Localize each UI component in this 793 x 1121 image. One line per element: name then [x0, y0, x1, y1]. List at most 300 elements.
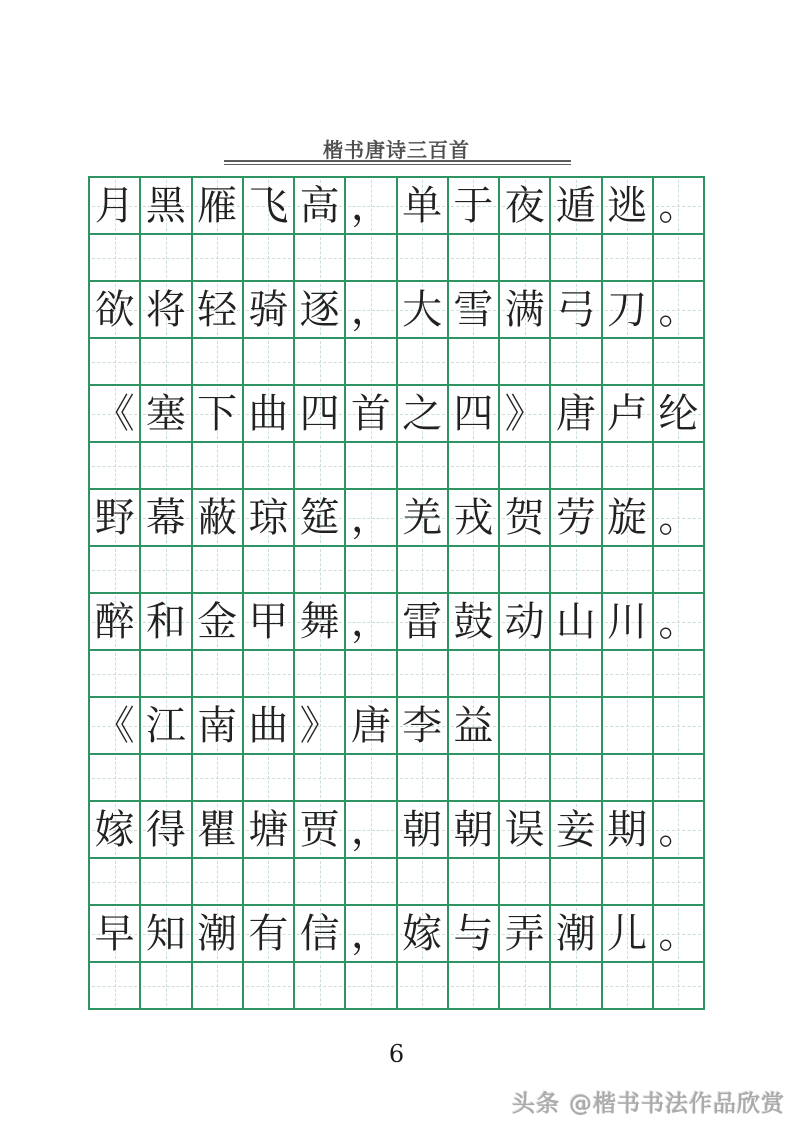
character-row [90, 178, 705, 235]
grid-cell [90, 490, 141, 547]
grid-cell [141, 906, 192, 963]
character-glyph: 知 [145, 910, 186, 957]
character-glyph: 弓 [555, 286, 596, 333]
grid-cell [244, 859, 295, 906]
grid-cell [654, 651, 705, 698]
character-glyph: 舞 [299, 598, 340, 645]
grid-cell [295, 859, 346, 906]
grid-cell [346, 859, 397, 906]
grid-cell [90, 859, 141, 906]
character-glyph: 益 [453, 702, 494, 749]
grid-cell [654, 802, 705, 859]
grid-cell [654, 698, 705, 755]
grid-cell [193, 443, 244, 490]
grid-cell [603, 963, 654, 1010]
grid-cell [449, 859, 500, 906]
grid-cell [551, 339, 602, 386]
character-glyph: 弄 [504, 910, 545, 957]
character-glyph: 。 [658, 806, 699, 853]
grid-cell [141, 235, 192, 282]
grid-cell [346, 802, 397, 859]
grid-cell [90, 547, 141, 594]
grid-cell [551, 802, 602, 859]
grid-cell [449, 755, 500, 802]
character-glyph: 劳 [555, 494, 596, 541]
grid-cell [141, 963, 192, 1010]
grid-cell [244, 906, 295, 963]
character-glyph: 南 [197, 702, 238, 749]
grid-cell [603, 386, 654, 443]
grid-cell [193, 547, 244, 594]
character-glyph: 于 [453, 182, 494, 229]
grid-cell [346, 651, 397, 698]
character-glyph: 期 [607, 806, 648, 853]
character-row [90, 490, 705, 547]
character-glyph: 夜 [504, 182, 545, 229]
character-glyph: 幕 [145, 494, 186, 541]
grid-cell [141, 490, 192, 547]
grid-cell [346, 698, 397, 755]
grid-cell [603, 547, 654, 594]
grid-cell [90, 235, 141, 282]
character-glyph: 唐 [555, 390, 596, 437]
grid-cell [654, 963, 705, 1010]
character-glyph: 野 [94, 494, 135, 541]
practice-row [90, 859, 705, 906]
grid-cell [295, 547, 346, 594]
practice-row [90, 235, 705, 282]
grid-cell [193, 651, 244, 698]
grid-cell [449, 802, 500, 859]
grid-cell [244, 178, 295, 235]
grid-cell [141, 443, 192, 490]
grid-cell [141, 178, 192, 235]
grid-cell [551, 755, 602, 802]
grid-cell [244, 386, 295, 443]
grid-cell [244, 339, 295, 386]
grid-cell [449, 698, 500, 755]
grid-cell [398, 178, 449, 235]
grid-cell [244, 802, 295, 859]
character-glyph: 金 [197, 598, 238, 645]
character-glyph: 雁 [197, 182, 238, 229]
character-glyph: 遁 [555, 182, 596, 229]
character-glyph: 妾 [555, 806, 596, 853]
grid-cell [603, 235, 654, 282]
grid-cell [244, 490, 295, 547]
grid-cell [398, 339, 449, 386]
grid-cell [500, 755, 551, 802]
character-glyph: 信 [299, 910, 340, 957]
grid-cell [398, 386, 449, 443]
character-glyph: 四 [453, 390, 494, 437]
grid-cell [193, 339, 244, 386]
grid-cell [346, 906, 397, 963]
grid-cell [398, 490, 449, 547]
grid-cell [193, 178, 244, 235]
character-row [90, 802, 705, 859]
grid-cell [500, 906, 551, 963]
character-glyph: 刀 [607, 286, 648, 333]
practice-row [90, 755, 705, 802]
character-glyph: 戎 [453, 494, 494, 541]
calligraphy-grid [88, 176, 705, 1010]
practice-row [90, 651, 705, 698]
grid-cell [449, 178, 500, 235]
grid-cell [603, 802, 654, 859]
grid-cell [551, 178, 602, 235]
page-title: 楷书唐诗三百首 [323, 138, 470, 162]
grid-cell [346, 490, 397, 547]
character-glyph: 动 [504, 598, 545, 645]
grid-cell [449, 386, 500, 443]
character-glyph: ， [350, 494, 391, 541]
grid-cell [398, 906, 449, 963]
character-glyph: 曲 [248, 390, 289, 437]
practice-row [90, 547, 705, 594]
grid-cell [346, 594, 397, 651]
grid-cell [654, 906, 705, 963]
grid-cell [654, 386, 705, 443]
grid-cell [551, 547, 602, 594]
grid-cell [193, 802, 244, 859]
grid-cell [654, 178, 705, 235]
character-glyph: 满 [504, 286, 545, 333]
character-glyph: 。 [658, 182, 699, 229]
character-glyph: 轻 [197, 286, 238, 333]
character-glyph: 唐 [350, 702, 391, 749]
grid-cell [346, 963, 397, 1010]
character-glyph: 单 [402, 182, 443, 229]
grid-cell [500, 443, 551, 490]
grid-cell [500, 386, 551, 443]
grid-cell [90, 698, 141, 755]
grid-cell [500, 547, 551, 594]
character-glyph: 嫁 [402, 910, 443, 957]
grid-cell [90, 178, 141, 235]
grid-cell [398, 443, 449, 490]
grid-cell [654, 235, 705, 282]
character-glyph: ， [350, 806, 391, 853]
character-row [90, 386, 705, 443]
character-glyph: 和 [145, 598, 186, 645]
grid-cell [449, 651, 500, 698]
character-glyph: 潮 [555, 910, 596, 957]
page-number: 6 [388, 1040, 405, 1068]
grid-cell [295, 906, 346, 963]
character-glyph: 醉 [94, 598, 135, 645]
character-glyph: 蔽 [197, 494, 238, 541]
character-glyph: 筵 [299, 494, 340, 541]
grid-cell [141, 859, 192, 906]
grid-cell [654, 282, 705, 339]
grid-cell [141, 547, 192, 594]
character-glyph: 李 [402, 702, 443, 749]
grid-cell [500, 963, 551, 1010]
character-glyph: 贾 [299, 806, 340, 853]
grid-cell [603, 490, 654, 547]
grid-cell [398, 859, 449, 906]
grid-cell [500, 178, 551, 235]
grid-cell [603, 594, 654, 651]
grid-cell [551, 963, 602, 1010]
grid-cell [398, 594, 449, 651]
grid-cell [551, 698, 602, 755]
grid-cell [500, 235, 551, 282]
grid-cell [193, 963, 244, 1010]
character-glyph: 高 [299, 182, 340, 229]
grid-cell [90, 755, 141, 802]
character-row [90, 594, 705, 651]
grid-cell [551, 594, 602, 651]
character-glyph: 纶 [658, 390, 699, 437]
character-glyph: 。 [658, 494, 699, 541]
character-glyph: 得 [145, 806, 186, 853]
character-glyph: 》 [299, 702, 340, 749]
practice-row [90, 339, 705, 386]
character-glyph: 羌 [402, 494, 443, 541]
grid-cell [449, 443, 500, 490]
character-glyph: 嫁 [94, 806, 135, 853]
grid-cell [346, 755, 397, 802]
character-glyph: 《 [94, 702, 135, 749]
character-glyph: 《 [94, 390, 135, 437]
grid-cell [449, 906, 500, 963]
character-glyph: 月 [94, 182, 135, 229]
grid-cell [449, 963, 500, 1010]
grid-cell [90, 651, 141, 698]
grid-cell [603, 282, 654, 339]
character-glyph: 旋 [607, 494, 648, 541]
grid-cell [295, 698, 346, 755]
grid-cell [654, 755, 705, 802]
grid-cell [654, 443, 705, 490]
character-glyph: 有 [248, 910, 289, 957]
grid-cell [398, 547, 449, 594]
character-glyph: 误 [504, 806, 545, 853]
grid-cell [603, 339, 654, 386]
character-glyph: 飞 [248, 182, 289, 229]
character-glyph: 曲 [248, 702, 289, 749]
character-glyph: 鼓 [453, 598, 494, 645]
grid-cell [500, 651, 551, 698]
character-glyph: 四 [299, 390, 340, 437]
grid-cell [551, 859, 602, 906]
grid-cell [603, 651, 654, 698]
grid-cell [295, 963, 346, 1010]
character-row [90, 282, 705, 339]
grid-cell [141, 594, 192, 651]
grid-cell [244, 235, 295, 282]
character-glyph: 。 [658, 598, 699, 645]
grid-cell [449, 282, 500, 339]
character-glyph: 逃 [607, 182, 648, 229]
character-glyph: 甲 [248, 598, 289, 645]
character-glyph: 与 [453, 910, 494, 957]
grid-cell [551, 386, 602, 443]
character-glyph: 江 [145, 702, 186, 749]
grid-cell [90, 594, 141, 651]
character-glyph: 欲 [94, 286, 135, 333]
character-glyph: 》 [504, 390, 545, 437]
grid-cell [603, 755, 654, 802]
character-glyph: 瞿 [197, 806, 238, 853]
grid-cell [193, 698, 244, 755]
grid-cell [244, 594, 295, 651]
grid-cell [551, 235, 602, 282]
grid-cell [449, 339, 500, 386]
grid-cell [295, 490, 346, 547]
grid-cell [193, 282, 244, 339]
grid-cell [654, 547, 705, 594]
grid-cell [449, 594, 500, 651]
grid-cell [141, 755, 192, 802]
grid-cell [654, 594, 705, 651]
character-glyph: 琼 [248, 494, 289, 541]
grid-cell [551, 443, 602, 490]
grid-cell [346, 547, 397, 594]
grid-cell [295, 443, 346, 490]
character-glyph: 川 [607, 598, 648, 645]
character-glyph: ， [350, 286, 391, 333]
character-glyph: 黑 [145, 182, 186, 229]
grid-cell [141, 339, 192, 386]
character-glyph: 潮 [197, 910, 238, 957]
grid-cell [193, 235, 244, 282]
grid-cell [244, 651, 295, 698]
grid-cell [295, 755, 346, 802]
grid-cell [654, 490, 705, 547]
grid-cell [449, 547, 500, 594]
character-glyph: 下 [197, 390, 238, 437]
grid-cell [346, 443, 397, 490]
character-glyph: 早 [94, 910, 135, 957]
character-glyph: 骑 [248, 286, 289, 333]
grid-cell [90, 963, 141, 1010]
character-glyph: 山 [555, 598, 596, 645]
grid-cell [603, 906, 654, 963]
title-underline [224, 160, 571, 165]
character-glyph: 塞 [145, 390, 186, 437]
grid-cell [90, 339, 141, 386]
grid-cell [551, 282, 602, 339]
grid-cell [193, 755, 244, 802]
grid-cell [295, 282, 346, 339]
grid-cell [90, 386, 141, 443]
grid-cell [295, 594, 346, 651]
grid-cell [603, 178, 654, 235]
grid-cell [90, 282, 141, 339]
grid-cell [500, 490, 551, 547]
grid-cell [500, 282, 551, 339]
grid-cell [398, 651, 449, 698]
grid-cell [500, 698, 551, 755]
character-glyph: 朝 [402, 806, 443, 853]
grid-cell [295, 178, 346, 235]
grid-cell [449, 235, 500, 282]
grid-cell [346, 235, 397, 282]
character-glyph: 朝 [453, 806, 494, 853]
character-glyph: 雷 [402, 598, 443, 645]
grid-cell [244, 282, 295, 339]
grid-cell [193, 859, 244, 906]
grid-cell [244, 547, 295, 594]
grid-cell [346, 282, 397, 339]
grid-cell [500, 594, 551, 651]
grid-cell [244, 698, 295, 755]
grid-cell [141, 282, 192, 339]
grid-cell [551, 651, 602, 698]
grid-cell [90, 802, 141, 859]
character-glyph: 儿 [607, 910, 648, 957]
character-glyph: 之 [402, 390, 443, 437]
character-glyph: 逐 [299, 286, 340, 333]
grid-cell [295, 386, 346, 443]
grid-cell [346, 339, 397, 386]
character-glyph: 卢 [607, 390, 648, 437]
grid-cell [654, 339, 705, 386]
grid-cell [500, 802, 551, 859]
character-row [90, 906, 705, 963]
practice-row [90, 963, 705, 1010]
grid-cell [603, 443, 654, 490]
grid-cell [398, 698, 449, 755]
character-glyph: 。 [658, 910, 699, 957]
character-glyph: 。 [658, 286, 699, 333]
grid-cell [295, 235, 346, 282]
grid-cell [295, 339, 346, 386]
grid-cell [141, 386, 192, 443]
grid-cell [193, 906, 244, 963]
character-glyph: ， [350, 182, 391, 229]
grid-cell [295, 651, 346, 698]
grid-cell [654, 859, 705, 906]
grid-cell [346, 178, 397, 235]
grid-cell [398, 802, 449, 859]
character-glyph: ， [350, 910, 391, 957]
character-glyph: 首 [350, 390, 391, 437]
grid-cell [500, 859, 551, 906]
character-glyph: 塘 [248, 806, 289, 853]
grid-cell [193, 490, 244, 547]
grid-cell [193, 594, 244, 651]
grid-cell [398, 963, 449, 1010]
grid-cell [551, 906, 602, 963]
grid-cell [244, 755, 295, 802]
character-glyph: 大 [402, 286, 443, 333]
grid-cell [449, 490, 500, 547]
grid-cell [500, 339, 551, 386]
grid-cell [398, 235, 449, 282]
grid-cell [295, 802, 346, 859]
grid-cell [603, 859, 654, 906]
grid-cell [193, 386, 244, 443]
grid-cell [398, 282, 449, 339]
toutiao-watermark: 头条 @楷书书法作品欣赏 [511, 1091, 785, 1117]
grid-cell [141, 651, 192, 698]
grid-cell [244, 963, 295, 1010]
character-glyph: 将 [145, 286, 186, 333]
grid-cell [141, 698, 192, 755]
grid-cell [346, 386, 397, 443]
grid-cell [603, 698, 654, 755]
character-row [90, 698, 705, 755]
practice-row [90, 443, 705, 490]
character-glyph: 雪 [453, 286, 494, 333]
character-glyph: ， [350, 598, 391, 645]
grid-cell [90, 443, 141, 490]
grid-cell [398, 755, 449, 802]
